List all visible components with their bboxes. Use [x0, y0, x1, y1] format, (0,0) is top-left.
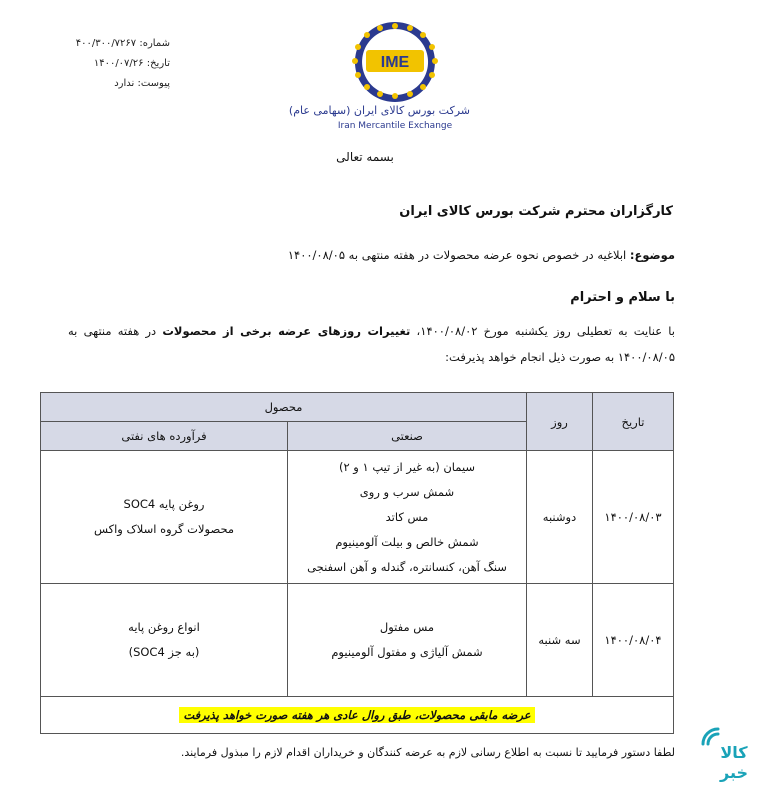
- watermark-line2: خبر: [719, 763, 749, 782]
- letter-date: تاریخ: ۱۴۰۰/۰۷/۲۶: [93, 58, 170, 69]
- footer-request: لطفا دستور فرمایید تا نسبت به اطلاع رسانی لازم به عرضه کنندگان و خریداران اقدام لازم را مبذول فرمایند.: [180, 746, 675, 759]
- table-row: [41, 584, 674, 697]
- product-item: مس مفتول: [379, 620, 435, 634]
- letter-attachment: پیوست: ندارد: [114, 78, 170, 89]
- product-item: شمش خالص و بیلت آلومینیوم: [335, 534, 479, 549]
- row-industrial: [288, 451, 527, 584]
- body-paragraph: [68, 318, 675, 370]
- row-date: ۱۴۰۰/۰۸/۰۳: [593, 451, 674, 584]
- header-day: روز: [527, 393, 593, 451]
- kala-khabar-watermark: [700, 718, 760, 788]
- ime-logo: [288, 20, 470, 140]
- ime-emblem-icon: [332, 20, 458, 102]
- subject-label: موضوع:: [629, 248, 675, 262]
- notice-cell: [41, 697, 674, 734]
- letter-number: شماره: ۴۰۰/۳۰۰/۷۲۶۷: [75, 38, 170, 49]
- subject-text: ابلاغیه در خصوص نحوه عرضه محصولات در هفته منتهی به ۱۴۰۰/۰۸/۰۵: [287, 248, 630, 262]
- logo-name-en: Iran Mercantile Exchange: [337, 121, 453, 131]
- header-date: تاریخ: [593, 393, 674, 451]
- header-oil: فرآورده های نفتی: [41, 422, 288, 451]
- row-oil: [41, 584, 288, 697]
- product-item: روغن پایه SOC4: [123, 497, 205, 511]
- body-part2: در هفته منتهی به ۱۴۰۰/۰۸/۰۵ به صورت ذیل انجام خواهد پذیرفت:: [68, 324, 675, 364]
- row-date: ۱۴۰۰/۰۸/۰۴: [593, 584, 674, 697]
- letter-meta: [60, 34, 170, 94]
- product-item: سنگ آهن، کنسانتره، گندله و آهن اسفنجی: [307, 559, 507, 574]
- addressee: کارگزاران محترم شرکت بورس کالای ایران: [399, 204, 673, 219]
- product-item: سیمان (به غیر از تیپ ۱ و ۲): [338, 459, 476, 474]
- product-item: شمش سرب و روی: [359, 484, 455, 499]
- header-industrial: صنعتی: [288, 422, 527, 451]
- logo-name-fa: شرکت بورس کالای ایران (سهامی عام): [288, 104, 470, 117]
- product-item: انواع روغن پایه: [128, 620, 200, 634]
- logo-mark: IME: [380, 54, 410, 71]
- table-row: [41, 451, 674, 584]
- row-day: سه شنبه: [527, 584, 593, 697]
- product-item: محصولات گروه اسلاک واکس: [93, 522, 235, 536]
- product-schedule-table: [40, 392, 674, 734]
- greeting: با سلام و احترام: [570, 290, 675, 305]
- body-bold: تغییرات روزهای عرضه برخی از محصولات: [162, 324, 411, 338]
- product-item: شمش آلیاژی و مفتول آلومینیوم: [331, 645, 483, 659]
- subject-line: [288, 248, 675, 262]
- notice-text: عرضه مابقی محصولات، طبق روال عادی هر هفته صورت خواهد پذیرفت: [179, 707, 534, 723]
- product-item: مس کاتد: [385, 509, 429, 524]
- basmala: بسمه تعالی: [336, 150, 394, 164]
- header-product: محصول: [41, 393, 527, 422]
- row-industrial: [288, 584, 527, 697]
- row-day: دوشنبه: [527, 451, 593, 584]
- product-item: (به جز SOC4): [128, 645, 200, 659]
- row-oil: [41, 451, 288, 584]
- notice-row: [41, 697, 674, 734]
- table-header-row: [41, 393, 674, 422]
- watermark-line1: کالا: [720, 743, 748, 762]
- body-part1: با عنایت به تعطیلی روز یکشنبه مورخ ۱۴۰۰/۰۸/۰۲،: [410, 324, 675, 338]
- kala-khabar-logo-icon: [700, 718, 760, 788]
